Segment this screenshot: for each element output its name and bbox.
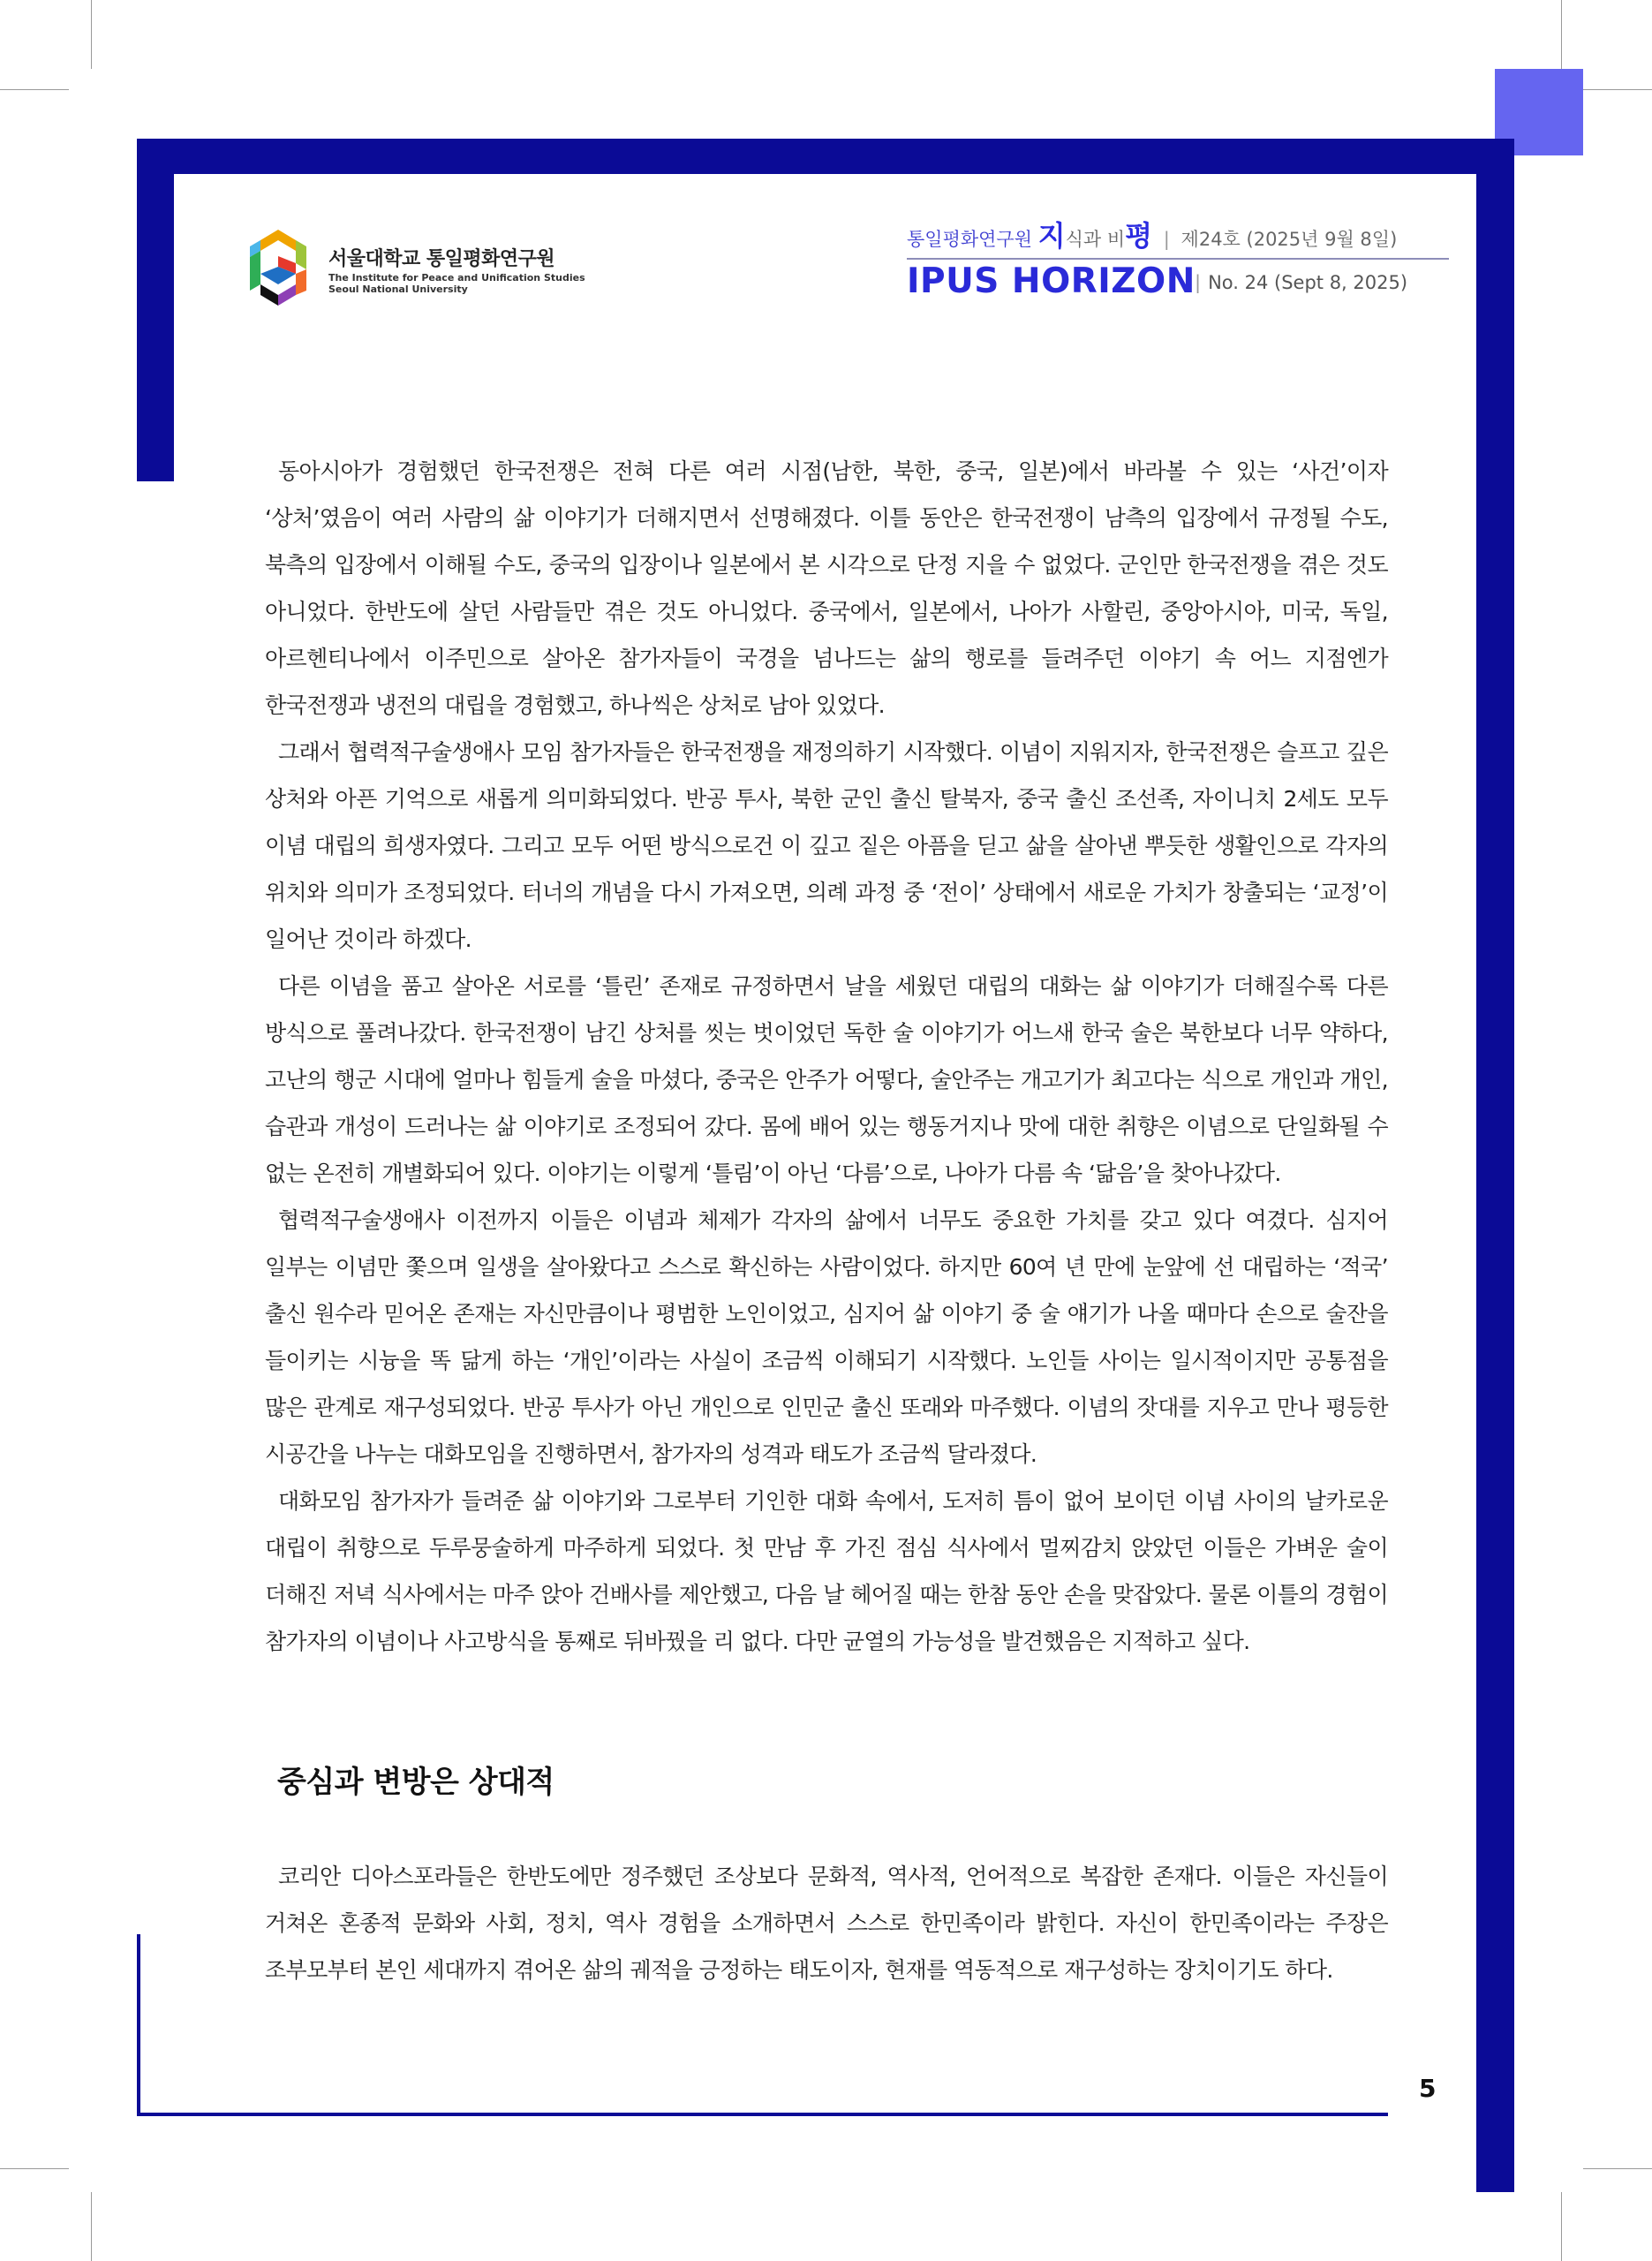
crop-mark <box>1583 89 1652 90</box>
series-pyeong: 평 <box>1125 219 1153 253</box>
issue-en <box>1195 272 1407 293</box>
issue-en-text: No. 24 (Sept 8, 2025) <box>1208 272 1408 293</box>
institute-name-kr: 서울대학교 통일평화연구원 <box>328 248 555 270</box>
paragraph: 협력적구술생애사 이전까지 이들은 이념과 체제가 각자의 삶에서 너무도 중요한 가치를 갖고 있다 여겼다. 심지어 일부는 이념만 쫓으며 일생을 살아왔다고 스스로 확신하는 사람이었다. 하지만 60여 년 만에 눈앞에 선 대립하는 ‘적국’ 출신 원수라 믿어온 존재는 자신만큼이나 평범한 노인이었고, 심지어 삶 이야기 중 술 얘기가 나올 때마다 손으로 술잔을 들이키는 시늉을 똑 닮게 하는 ‘개인’이라는 사실이 조금씩 이해되기 시작했다. 노인들 사이는 일시적이지만 공통점을 많은 관계로 재구성되었다. 반공 투사가 아닌 개인으로 인민군 출신 또래와 마주했다. 이념의 잣대를 지우고 만나 평등한 시공간을 나누는 대화모임을 진행하면서, 참가자의 성격과 태도가 조금씩 달라졌다. <box>265 1207 1388 1467</box>
institute-name-en <box>328 272 585 295</box>
crop-mark <box>0 89 69 90</box>
paragraph: 그래서 협력적구술생애사 모임 참가자들은 한국전쟁을 재정의하기 시작했다. 이념이 지워지자, 한국전쟁은 슬프고 깊은 상처와 아픈 기억으로 새롭게 의미화되었다. 반공 투사, 북한 군인 출신 탈북자, 중국 출신 조선족, 자이니치 2세도 모두 이념 대립의 희생자였다. 그리고 모두 어떤 방식으로건 이 깊고 짙은 아픔을 딛고 삶을 살아낸 뿌듯한 생활인으로 각자의 위치와 의미가 조정되었다. 터너의 개념을 다시 가져오면, 의례 과정 중 ‘전이’ 상태에서 새로운 가치가 창출되는 ‘교정’이 일어난 것이라 하겠다. <box>265 739 1388 952</box>
crop-mark <box>0 2168 69 2169</box>
frame-left-bar <box>137 139 174 481</box>
header-rule <box>907 258 1449 260</box>
institute-name-en-line2: Seoul National University <box>328 284 468 295</box>
crop-mark <box>91 2192 92 2261</box>
page-number: 5 <box>1419 2074 1437 2103</box>
series-title-kr <box>907 214 1397 254</box>
frame-right-bar <box>1476 139 1514 2192</box>
paragraph: 대화모임 참가자가 들려준 삶 이야기와 그로부터 기인한 대화 속에서, 도저히 틈이 없어 보이던 이념 사이의 날카로운 대립이 취향으로 두루뭉술하게 마주하게 되었다. 첫 만남 후 가진 점심 식사에서 멀찌감치 앉았던 이들은 가벼운 술이 더해진 저녁 식사에서는 마주 앉아 건배사를 제안했고, 다음 날 헤어질 때는 한참 동안 손을 맞잡았다. 물론 이틀의 경험이 참가자의 이념이나 사고방식을 통째로 뒤바꿨을 리 없다. 다만 균열의 가능성을 발견했음은 지적하고 싶다. <box>265 1488 1388 1654</box>
paragraph: 코리안 디아스포라들은 한반도에만 정주했던 조상보다 문화적, 역사적, 언어적으로 복잡한 존재다. 이들은 자신들이 거쳐온 혼종적 문화와 사회, 정치, 역사 경험을 소개하면서 스스로 한민족이라 밝힌다. 자신이 한민족이라는 주장은 조부모부터 본인 세대까지 겪어온 삶의 궤적을 긍정하는 태도이자, 현재를 역동적으로 재구성하는 장치이기도 하다. <box>265 1864 1388 1983</box>
series-mid: 식과 비 <box>1065 229 1126 250</box>
header-separator: | <box>1195 272 1202 293</box>
institute-logo-icon <box>234 221 322 318</box>
header-separator: | <box>1163 229 1170 250</box>
crop-mark <box>1583 2168 1652 2169</box>
crop-mark <box>1561 2192 1562 2261</box>
series-ji: 지 <box>1037 219 1066 253</box>
frame-left-bottom-line <box>137 1934 140 2116</box>
article-body <box>265 448 1388 1665</box>
crop-mark <box>91 0 92 69</box>
issue-kr: 제24호 (2025년 9월 8일) <box>1181 229 1398 250</box>
crop-mark <box>1561 0 1562 69</box>
series-prefix: 통일평화연구원 <box>907 229 1033 250</box>
frame-top-bar <box>137 139 1514 174</box>
publication-title-en: IPUS HORIZON <box>907 261 1196 301</box>
institute-name-en-line1: The Institute for Peace and Unification Studies <box>328 272 585 284</box>
section-heading: 중심과 변방은 상대적 <box>277 1765 554 1800</box>
section-body <box>265 1853 1388 1993</box>
paragraph: 다른 이념을 품고 살아온 서로를 ‘틀린’ 존재로 규정하면서 날을 세웠던 대립의 대화는 삶 이야기가 더해질수록 다른 방식으로 풀려나갔다. 한국전쟁이 남긴 상처를 씻는 벗이었던 독한 술 이야기가 어느새 한국 술은 북한보다 너무 약하다, 고난의 행군 시대에 얼마나 힘들게 술을 마셨다, 중국은 안주가 어떻다, 술안주는 개고기가 최고다는 식으로 개인과 개인, 습관과 개성이 드러나는 삶 이야기로 조정되어 갔다. 몸에 배어 있는 행동거지나 맛에 대한 취향은 이념으로 단일화될 수 없는 온전히 개별화되어 있다. 이야기는 이렇게 ‘틀림’이 아닌 ‘다름’으로, 나아가 다름 속 ‘닮음’을 찾아나갔다. <box>265 973 1388 1186</box>
paragraph: 동아시아가 경험했던 한국전쟁은 전혀 다른 여러 시점(남한, 북한, 중국, 일본)에서 바라볼 수 있는 ‘사건’이자 ‘상처’였음이 여러 사람의 삶 이야기가 더해지면서 선명해졌다. 이틀 동안은 한국전쟁이 남측의 입장에서 규정될 수도, 북측의 입장에서 이해될 수도, 중국의 입장이나 일본에서 본 시각으로 단정 지을 수 없었다. 군인만 한국전쟁을 겪은 것도 아니었다. 한반도에 살던 사람들만 겪은 것도 아니었다. 중국에서, 일본에서, 나아가 사할린, 중앙아시아, 미국, 독일, 아르헨티나에서 이주민으로 살아온 참가자들이 국경을 넘나드는 삶의 행로를 들려주던 이야기 속 어느 지점엔가 한국전쟁과 냉전의 대립을 경험했고, 하나씩은 상처로 남아 있었다. <box>265 458 1388 718</box>
frame-bottom-line <box>137 2113 1388 2116</box>
